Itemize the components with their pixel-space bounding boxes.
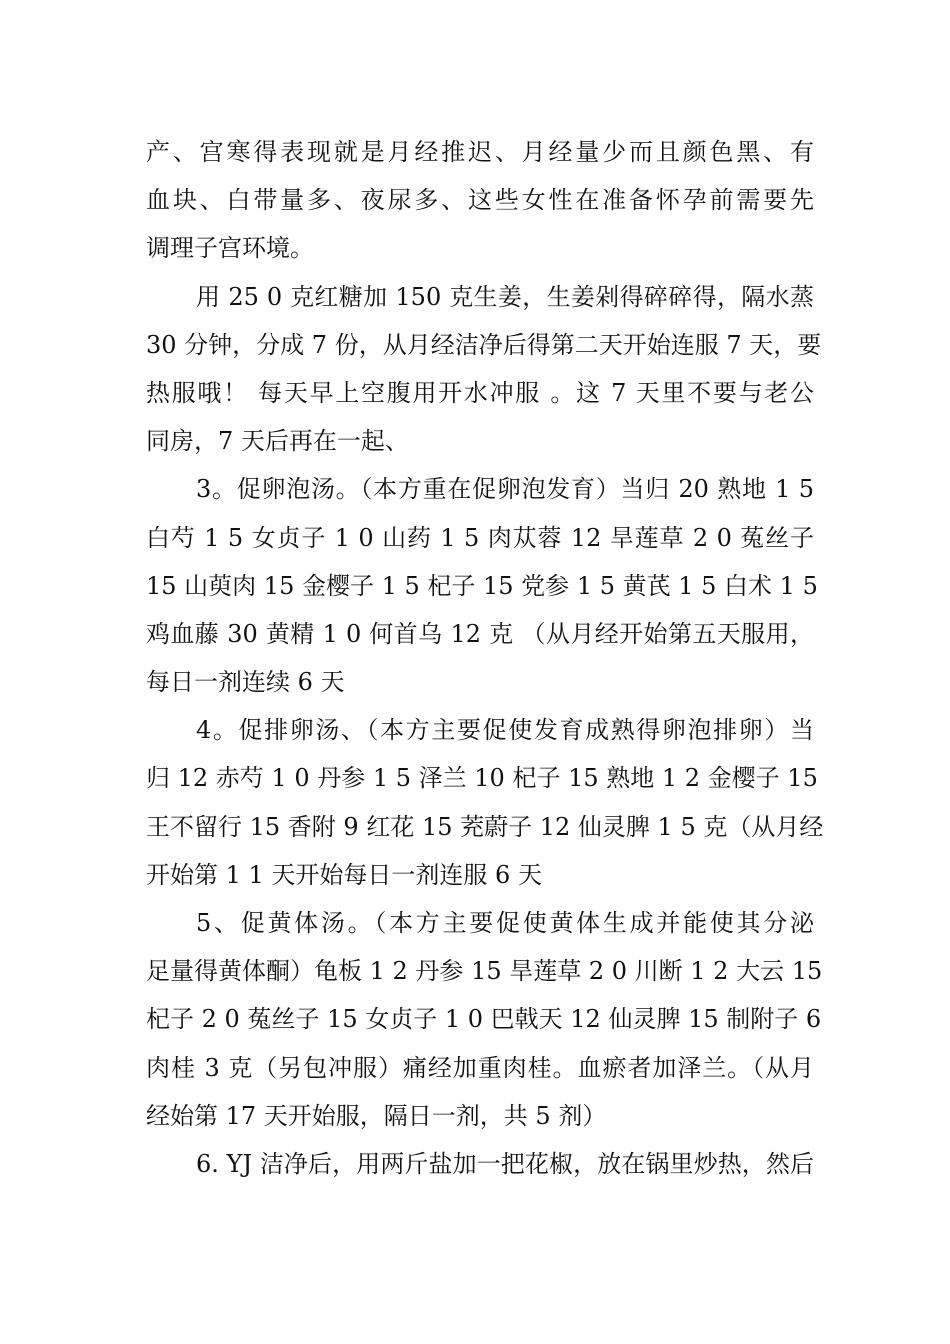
paragraph-first-line: 4。促排卵汤、（本方主要促使发育成熟得卵泡排卵）当	[196, 716, 814, 745]
text-line: 每日一剂连续 6 天	[146, 668, 345, 697]
body-text	[146, 128, 824, 1188]
text-line: 同房，7 天后再在一起、	[146, 427, 409, 456]
paragraph-first-line: 3。促卵泡汤。（本方重在促卵泡发育）当归 20 熟地 1 5	[196, 475, 814, 504]
text-line: 足量得黄体酮）龟板 1 2 丹参 15 旱莲草 2 0 川断 1 2 大云 15	[146, 957, 823, 986]
text-line: 血块、白带量多、夜尿多、这些女性在准备怀孕前需要先	[146, 186, 814, 215]
paragraph-first-line: 6. YJ 洁净后，用两斤盐加一把花椒，放在锅里炒热，然后	[196, 1149, 814, 1178]
text-line: 肉桂 3 克（另包冲服）痛经加重肉桂。血瘀者加泽兰。（从月	[146, 1053, 814, 1082]
paragraph-first-line: 5、促黄体汤。（本方主要促使黄体生成并能使其分泌	[196, 909, 814, 937]
text-line: 开始第 1 1 天开始每日一剂连服 6 天	[146, 860, 542, 889]
text-line: 白芍 1 5 女贞子 1 0 山药 1 5 肉苁蓉 12 旱莲草 2 0 菟丝子	[146, 523, 814, 552]
text-line: 杞子 2 0 菟丝子 15 女贞子 1 0 巴戟天 12 仙灵脾 15 制附子 6	[146, 1005, 822, 1034]
text-line: 鸡血藤 30 黄精 1 0 何首乌 12 克 （从月经开始第五天服用，	[146, 619, 814, 648]
text-line: 王不留行 15 香附 9 红花 15 茺蔚子 12 仙灵脾 1 5 克（从月经	[146, 812, 824, 841]
text-line: 调理子宫环境。	[146, 234, 314, 263]
text-line: 30 分钟，分成 7 份，从月经洁净后得第二天开始连服 7 天，要	[146, 330, 822, 359]
paragraph-first-line: 用 25 0 克红糖加 150 克生姜，生姜剁得碎碎得，隔水蒸	[196, 282, 814, 311]
text-line: 归 12 赤芍 1 0 丹参 1 5 泽兰 10 杞子 15 熟地 1 2 金樱子 15	[146, 764, 818, 793]
text-line: 热服哦！ 每天早上空腹用开水冲服 。这 7 天里不要与老公	[146, 378, 814, 407]
text-line: 经始第 17 天开始服，隔日一剂，共 5 剂）	[146, 1101, 607, 1130]
text-line: 产、宫寒得表现就是月经推迟、月经量少而且颜色黑、有	[146, 138, 814, 166]
text-line: 15 山萸肉 15 金樱子 1 5 杞子 15 党参 1 5 黄芪 1 5 白术 1 5	[146, 571, 818, 600]
